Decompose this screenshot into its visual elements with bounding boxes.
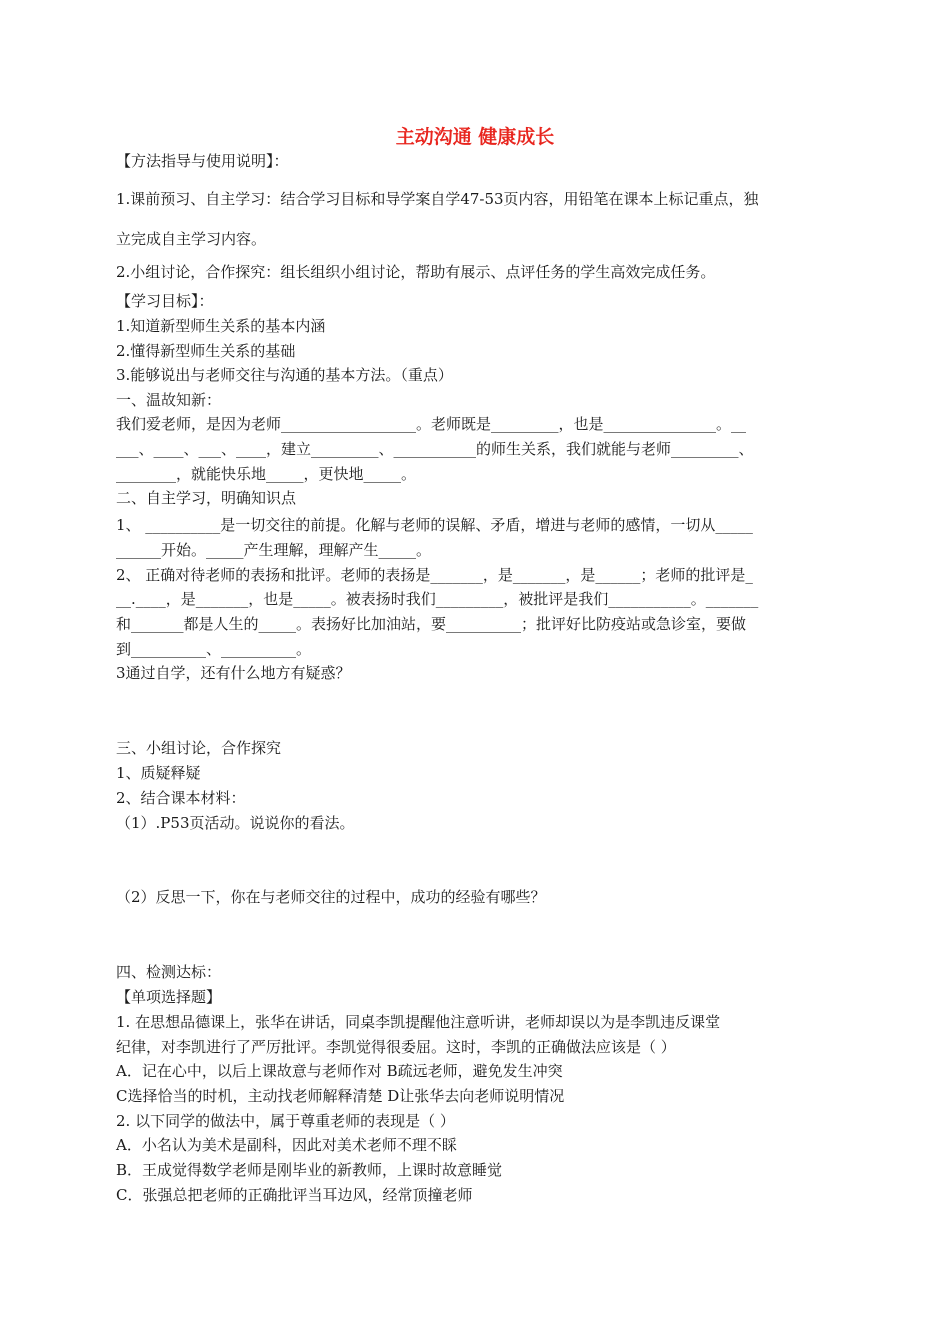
fill-blank-line: ________，就能快乐地_____，更快地_____。 (116, 465, 417, 483)
question-line: 2. 以下同学的做法中，属于尊重老师的表现是（ ） (116, 1112, 455, 1130)
question-line: 1. 在思想品德课上，张华在讲话，同桌李凯提醒他注意听讲，老师却误以为是李凯违反课堂 (116, 1013, 721, 1031)
text-line: 1.知道新型师生关系的基本内涵 (116, 317, 326, 335)
section-heading: 二、自主学习，明确知识点 (116, 489, 297, 507)
section-heading: 三、小组讨论，合作探究 (116, 739, 282, 757)
text-line: 3.能够说出与老师交往与沟通的基本方法。（重点） (116, 366, 453, 384)
fill-blank-line: ______开始。_____产生理解，理解产生_____。 (116, 541, 432, 559)
option-line: C．张强总把老师的正确批评当耳边风，经常顶撞老师 (116, 1186, 473, 1204)
choice-heading: 【单项选择题】 (116, 988, 222, 1006)
fill-blank-line: 到__________、__________。 (116, 640, 312, 658)
goals-heading: 【学习目标】： (116, 292, 214, 310)
text-line: （2）反思一下，你在与老师交往的过程中，成功的经验有哪些？ (116, 888, 546, 906)
option-line: A．记在心中，以后上课故意与老师作对 B疏远老师，避免发生冲突 (116, 1062, 563, 1080)
fill-blank-line: 和_______都是人生的_____。表扬好比加油站，要__________；批评好比防疫站或急诊室，要做 (116, 615, 747, 633)
text-line: 3通过自学，还有什么地方有疑惑？ (116, 664, 351, 682)
fill-blank-line: ___、____、___、____，建立_________、___________的师生关系，我们就能与老师_________、 (116, 440, 754, 458)
text-line: 1.课前预习、自主学习：结合学习目标和导学案自学47-53页内容，用铅笔在课本上标记重点，独 (116, 190, 759, 208)
fill-blank-line: __.____，是_______，也是_____。被表扬时我们_________，被批评是我们___________。_______ (116, 590, 759, 608)
fill-blank-line: 我们爱老师，是因为老师__________________。老师既是_________，也是_______________。__ (116, 415, 747, 433)
section-heading: 四、检测达标： (116, 963, 222, 981)
method-heading: 【方法指导与使用说明】： (116, 152, 289, 170)
question-line: 纪律，对李凯进行了严厉批评。李凯觉得很委屈。这时，李凯的正确做法应该是（ ） (116, 1038, 676, 1056)
fill-blank-line: 1、 __________是一切交往的前提。化解与老师的误解、矛盾，增进与老师的感情，一切从_____ (116, 516, 753, 534)
text-line: （1）.P53页活动。说说你的看法。 (116, 814, 355, 832)
section-heading: 一、温故知新： (116, 391, 222, 409)
text-line: 2.小组讨论，合作探究：组长组织小组讨论，帮助有展示、点评任务的学生高效完成任务。 (116, 263, 716, 281)
option-line: A．小名认为美术是副科，因此对美术老师不理不睬 (116, 1136, 457, 1154)
fill-blank-line: 2、 正确对待老师的表扬和批评。老师的表扬是_______，是_______，是______；老师的批评是_ (116, 566, 753, 584)
document-title: 主动沟通 健康成长 (395, 126, 555, 148)
text-line: 2、结合课本材料： (116, 789, 246, 807)
option-line: C选择恰当的时机，主动找老师解释清楚 D让张华去向老师说明情况 (116, 1087, 565, 1105)
text-line: 2.懂得新型师生关系的基础 (116, 342, 296, 360)
option-line: B．王成觉得数学老师是刚毕业的新教师，上课时故意睡觉 (116, 1161, 503, 1179)
text-line: 立完成自主学习内容。 (116, 230, 267, 248)
text-line: 1、质疑释疑 (116, 764, 201, 782)
